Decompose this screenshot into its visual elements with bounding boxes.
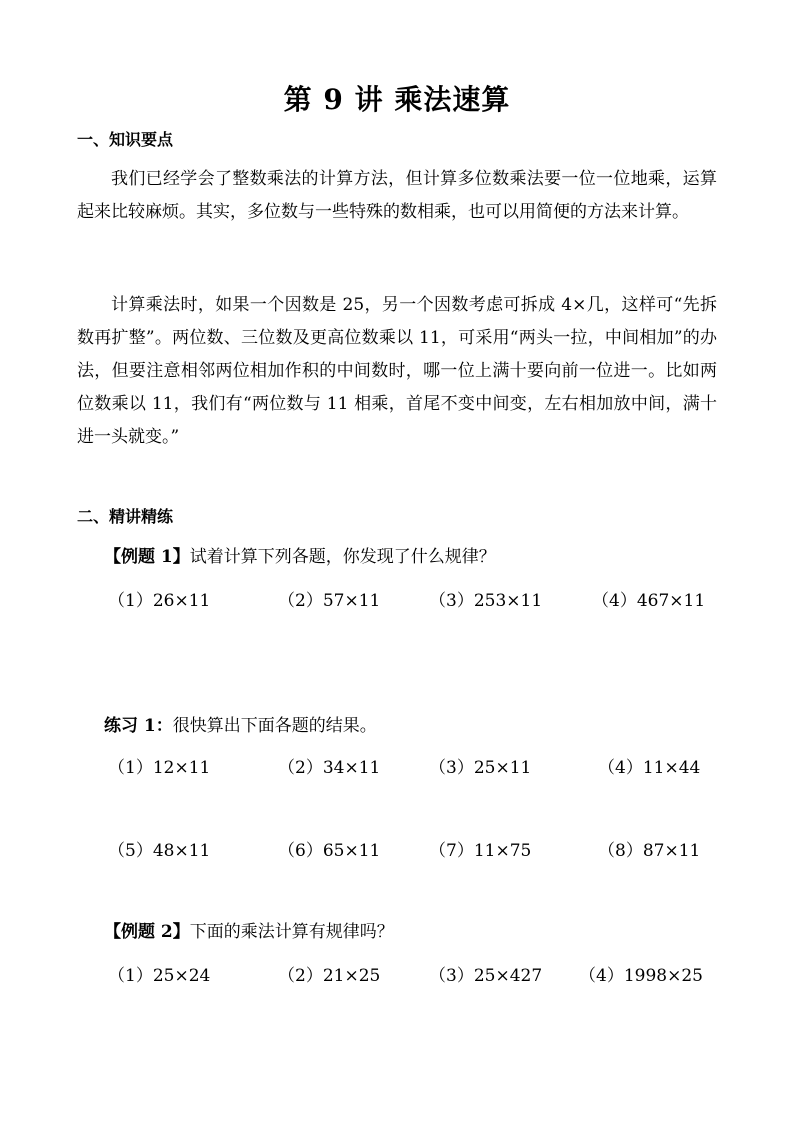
list-item: （8）87×11	[598, 841, 701, 861]
section-heading-knowledge: 一、知识要点	[77, 130, 174, 149]
list-item: （1）26×11	[108, 591, 211, 611]
list-item: （4）1998×25	[579, 966, 703, 986]
knowledge-paragraph-2: 计算乘法时，如果一个因数是 25，另一个因数考虑可拆成 4×几，这样可“先拆数再扩整”。两位数、三位数及更高位数乘以 11，可采用“两头一拉，中间相加”的办法，但要注意相邻两位相加作积的中间数时，哪一位上满十要向前一位进一。比如两位数乘以 11，我们有“两位数与 11 相乘，首尾不变中间变，左右相加放中间，满十进一头就变。”	[77, 295, 717, 447]
section-heading-practice: 二、精讲精练	[77, 507, 174, 526]
list-item: （7）11×75	[429, 841, 532, 861]
page-title: 第 9 讲 乘法速算	[283, 83, 511, 116]
practice1-label: 练习 1：	[104, 716, 173, 736]
practice1-statement	[104, 711, 377, 736]
list-item: （6）65×11	[278, 841, 381, 861]
example1-text: 试着计算下列各题，你发现了什么规律？	[189, 547, 496, 567]
practice1-text: 很快算出下面各题的结果。	[172, 716, 377, 736]
example1-statement	[104, 542, 496, 567]
list-item: （3）25×11	[429, 758, 532, 778]
list-item: （3）253×11	[429, 591, 543, 611]
list-item: （3）25×427	[429, 966, 543, 986]
example1-label: 【例题 1】	[104, 547, 190, 567]
list-item: （2）34×11	[278, 758, 381, 778]
list-item: （1）25×24	[108, 966, 211, 986]
list-item: （2）57×11	[278, 591, 381, 611]
list-item: （2）21×25	[278, 966, 381, 986]
list-item: （1）12×11	[108, 758, 211, 778]
list-item: （4）467×11	[592, 591, 706, 611]
example2-text: 下面的乘法计算有规律吗？	[189, 922, 394, 942]
knowledge-paragraph-1: 我们已经学会了整数乘法的计算方法，但计算多位数乘法要一位一位地乘，运算起来比较麻烦。其实，多位数与一些特殊的数相乘，也可以用简便的方法来计算。	[77, 169, 717, 222]
example2-statement	[104, 917, 394, 942]
list-item: （5）48×11	[108, 841, 211, 861]
list-item: （4）11×44	[598, 758, 701, 778]
example2-label: 【例题 2】	[104, 922, 190, 942]
